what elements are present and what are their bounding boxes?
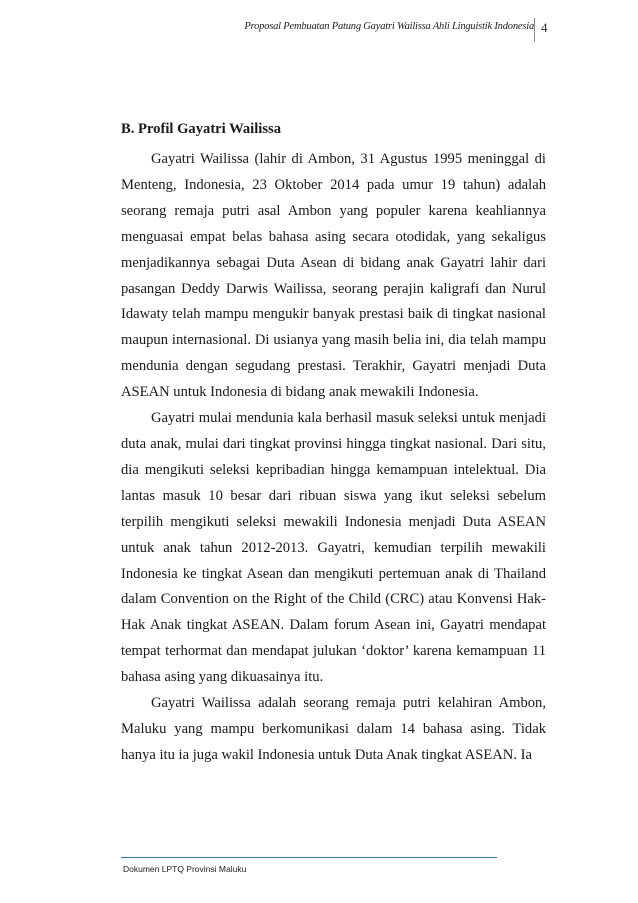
paragraph-1: Gayatri Wailissa (lahir di Ambon, 31 Agustus 1995 meninggal di Menteng, Indonesia, 23 Oktober 2014 pada umur 19 tahun) adalah seorang remaja putri asal Ambon yang populer karena keahliannya menguasai empat belas bahasa asing secara otodidak, yang sekaligus menjadikannya sebagai Duta Asean di bidang anak Gayatri lahir dari pasangan Deddy Darwis Wailissa, seorang perajin kaligrafi dan Nurul Idawaty telah mampu mengukir banyak prestasi baik di tingkat nasional maupun internasional. Di usianya yang masih belia ini, dia telah mampu mendunia dengan segudang prestasi. Terakhir, Gayatri menjadi Duta ASEAN untuk Indonesia di bidang anak mewakili Indonesia. bbox=[121, 151, 546, 401]
footer-text: Dokumen LPTQ Provinsi Maluku bbox=[123, 864, 247, 874]
paragraph-2: Gayatri mulai mendunia kala berhasil masuk seleksi untuk menjadi duta anak, mulai dari tingkat provinsi hingga tingkat nasional. Dari situ, dia mengikuti seleksi kepribadian hingga kemampuan intelektual. Dia lantas masuk 10 besar dari ribuan siswa yang ikut seleksi sebelum terpilih mengikuti seleksi mewakili Indonesia menjadi Duta ASEAN untuk anak tahun 2012-2013. Gayatri, kemudian terpilih mewakili Indonesia ke tingkat Asean dan mengikuti pertemuan anak di Thailand dalam Convention on the Right of the Child (CRC) atau Konvensi Hak-Hak Anak tingkat ASEAN. Dalam forum Asean ini, Gayatri mendapat tempat terhormat dan mendapat julukan ‘doktor’ karena kemampuan 11 bahasa asing yang dikuasainya itu. bbox=[121, 410, 546, 686]
section-heading: B. Profil Gayatri Wailissa bbox=[121, 121, 281, 137]
header-divider bbox=[534, 18, 535, 42]
footer-divider bbox=[121, 857, 497, 858]
paragraph-3: Gayatri Wailissa adalah seorang remaja putri kelahiran Ambon, Maluku yang mampu berkomunikasi dalam 14 bahasa asing. Tidak hanya itu ia juga wakil Indonesia untuk Duta Anak tingkat ASEAN. Ia bbox=[121, 695, 546, 763]
section-profile bbox=[121, 117, 546, 769]
page-number: 4 bbox=[541, 20, 548, 35]
running-header-title: Proposal Pembuatan Patung Gayatri Wailissa Ahli Linguistik Indonesia bbox=[244, 21, 534, 32]
